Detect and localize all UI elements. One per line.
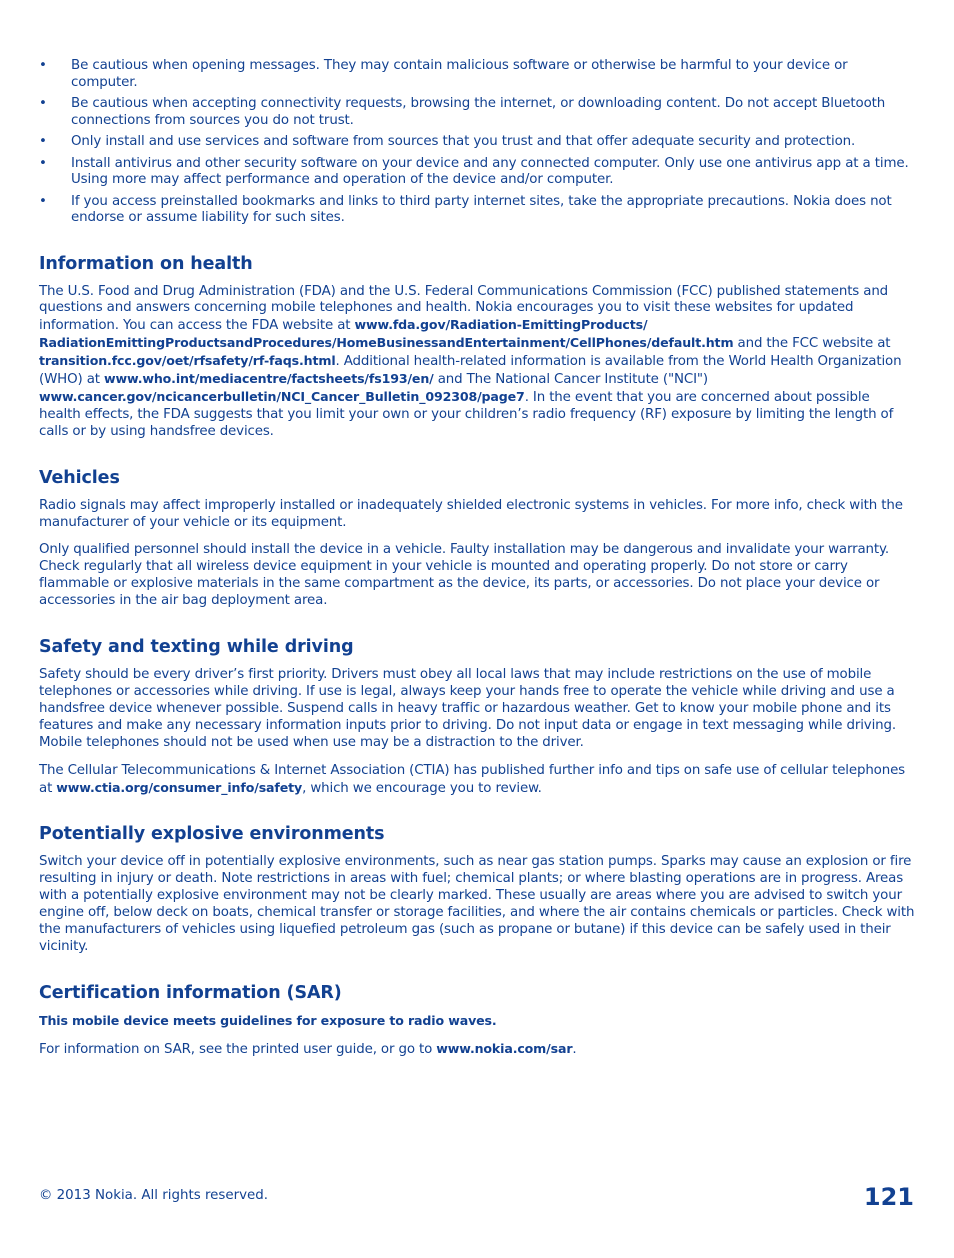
- fcc-link[interactable]: transition.fcc.gov/oet/rfsafety/rf-faqs.html: [39, 353, 336, 369]
- document-page: [39, 58, 915, 1070]
- fda-link[interactable]: www.fda.gov/Radiation-EmittingProducts/ RadiationEmittingProductsandProcedures/HomeBusinessandEntertainment/CellPhones/default.htm: [39, 317, 734, 351]
- vehicles-heading: Vehicles: [39, 467, 120, 488]
- bullet-glyph: •: [39, 134, 47, 149]
- security-tips-list: [39, 58, 915, 227]
- explosive-heading: Potentially explosive environments: [39, 824, 385, 845]
- list-item-text: Only install and use services and software from sources that you trust and that offer adequate security and protection.: [71, 134, 856, 149]
- list-item-text: Install antivirus and other security software on your device and any connected computer. Only use one antivirus app at a time. Using more may affect performance and operation of the device and/or computer.: [71, 155, 909, 187]
- nokia-sar-link[interactable]: www.nokia.com/sar: [436, 1040, 573, 1056]
- list-item: [39, 194, 915, 227]
- sar-paragraph: [39, 1041, 915, 1059]
- list-item: [39, 58, 915, 91]
- copyright-notice: © 2013 Nokia. All rights reserved.: [39, 1188, 269, 1203]
- driving-heading: Safety and texting while driving: [39, 637, 354, 658]
- health-text-1: The U.S. Food and Drug Administration (FDA) and the U.S. Federal Communications Commission (FCC) published statements and questions and answers concerning mobile telephones and health. Nokia encourages you to visit these websites for updated information. You can access the FDA website at: [39, 283, 889, 334]
- list-item-text: Be cautious when opening messages. They may contain malicious software or otherwise be harmful to your device or computer.: [71, 58, 848, 90]
- health-text-2: and the FCC website at: [733, 336, 891, 352]
- sar-text-a: For information on SAR, see the printed user guide, or go to: [39, 1041, 437, 1057]
- health-text-4: and The National Cancer Institute ("NCI"): [433, 372, 709, 388]
- bullet-glyph: •: [39, 96, 47, 111]
- list-item-text: Be cautious when accepting connectivity requests, browsing the internet, or downloading content. Do not accept Bluetooth connections from sources you do not trust.: [71, 96, 886, 128]
- page-number: 121: [863, 1183, 914, 1211]
- bullet-glyph: •: [39, 193, 47, 209]
- driving-text-a: The Cellular Telecommunications & Internet Association (CTIA) has published further info and tips on safe use of cellular telephones at: [39, 762, 906, 796]
- list-item: [39, 96, 915, 129]
- list-item: [39, 156, 915, 189]
- sar-section: [39, 982, 915, 1059]
- explosive-section: [39, 823, 915, 955]
- bullet-glyph: •: [39, 58, 47, 73]
- driving-text-b: , which we encourage you to review.: [302, 780, 542, 796]
- bullet-glyph: •: [39, 155, 47, 171]
- nci-link[interactable]: www.cancer.gov/ncicancerbulletin/NCI_Cancer_Bulletin_092308/page7: [39, 388, 525, 404]
- vehicles-section: [39, 467, 915, 610]
- explosive-paragraph: Switch your device off in potentially explosive environments, such as near gas station pumps. Sparks may cause an explosion or fire resulting in injury or death. Note restrictions in areas with fuel; chemical plants; or where blasting operations are in progress. Areas with a potentially explosive environment may not be clearly marked. These usually are areas where you are advised to switch your engine off, below deck on boats, chemical transfer or storage facilities, and where the air contains chemicals or particles. Check with the manufacturers of vehicles using liquefied petroleum gas (such as propane or butane) if this device can be safely used in their vicinity.: [39, 854, 915, 954]
- driving-paragraph-1: Safety should be every driver’s first priority. Drivers must obey all local laws that may include restrictions on the use of mobile telephones or accessories while driving. If use is legal, always keep your hands free to operate the vehicle while driving and use a handsfree device whenever possible. Suspend calls in heavy traffic or hazardous weather. Get to know your mobile phone and its features and make any necessary information inputs prior to driving. Do not input data or engage in text messaging while driving. Mobile telephones should not be used when use may be a distraction to the driver.: [39, 667, 896, 750]
- vehicles-paragraph-2: Only qualified personnel should install the device in a vehicle. Faulty installation may be dangerous and invalidate your warranty. Check regularly that all wireless device equipment in your vehicle is mounted and operating properly. Do not store or carry flammable or explosive materials in the same compartment as the device, its parts, or accessories. Do not place your device or accessories in the air bag deployment area.: [39, 542, 889, 609]
- driving-section: [39, 636, 915, 797]
- health-text-5: . In the event that you are concerned about possible health effects, the FDA suggests that you limit your own or your children’s radio frequency (RF) exposure by limiting the length of calls or by using handsfree devices.: [39, 389, 894, 439]
- health-text-3: . Additional health-related information is available from the World Health Organization (WHO) at: [39, 354, 902, 388]
- who-link[interactable]: www.who.int/mediacentre/factsheets/fs193/en/: [104, 371, 434, 387]
- health-section: [39, 253, 915, 441]
- health-paragraph: [39, 284, 915, 441]
- health-heading: Information on health: [39, 253, 253, 274]
- vehicles-paragraph-1: Radio signals may affect improperly installed or inadequately shielded electronic systems in vehicles. For more info, check with the manufacturer of your vehicle or its equipment.: [39, 497, 903, 530]
- sar-statement: This mobile device meets guidelines for exposure to radio waves.: [39, 1012, 497, 1028]
- list-item: [39, 134, 915, 151]
- driving-paragraph-2: [39, 763, 915, 798]
- sar-text-b: .: [572, 1041, 577, 1057]
- sar-heading: Certification information (SAR): [39, 982, 342, 1003]
- ctia-link[interactable]: www.ctia.org/consumer_info/safety: [56, 779, 303, 795]
- list-item-text: If you access preinstalled bookmarks and links to third party internet sites, take the appropriate precautions. Nokia does not endorse or assume liability for such sites.: [71, 193, 892, 225]
